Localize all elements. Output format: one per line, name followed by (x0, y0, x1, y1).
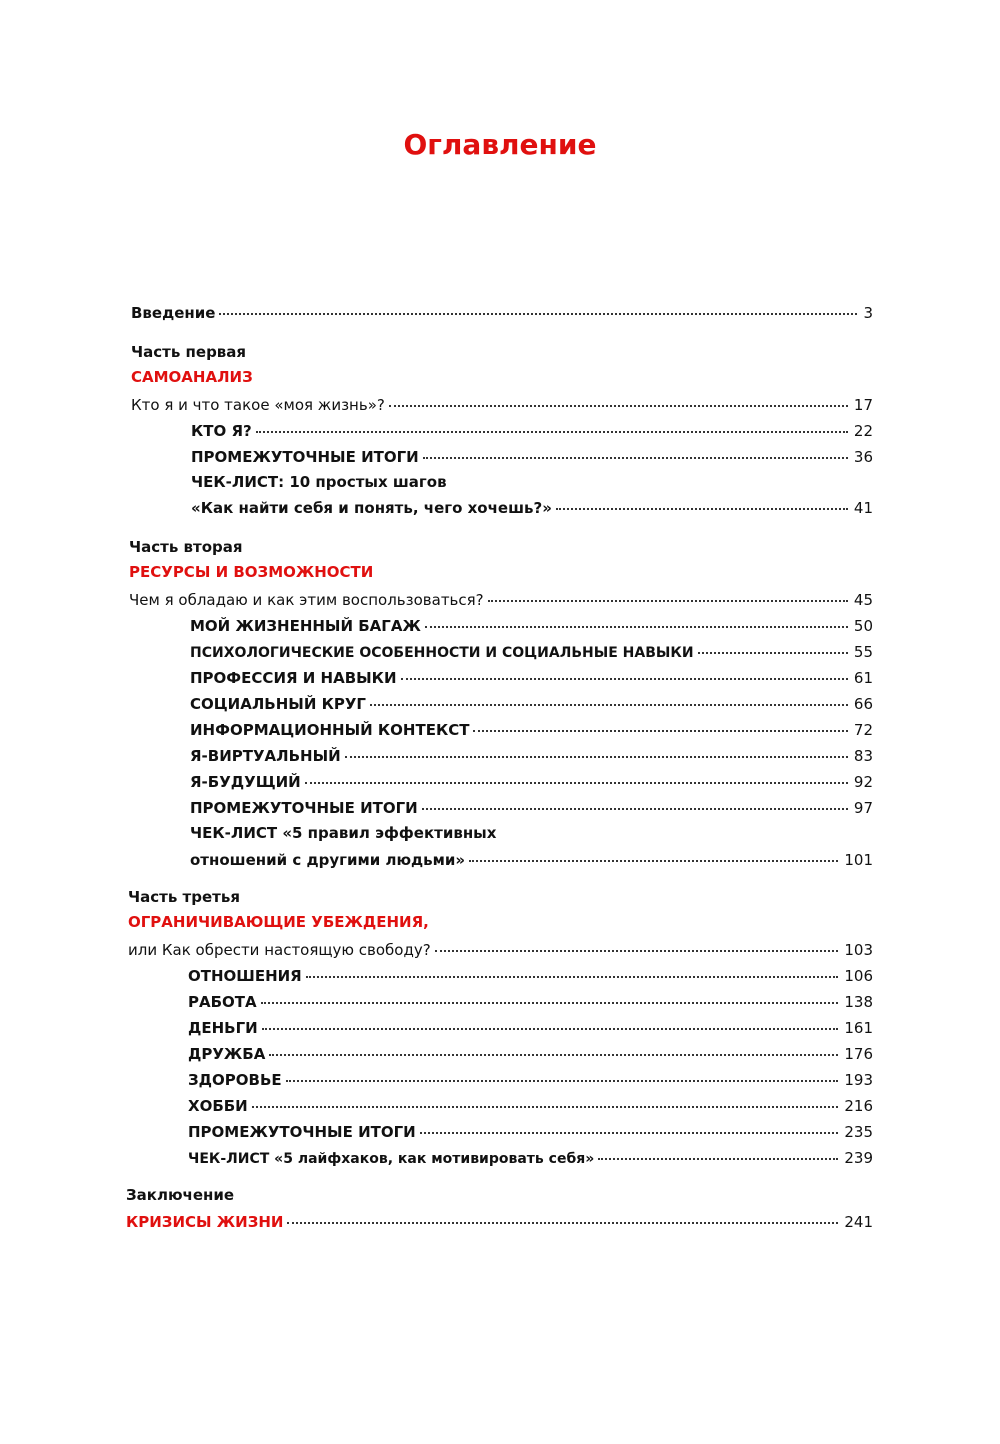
toc-entry-checklist[interactable] (188, 1148, 873, 1169)
toc-entry[interactable] (188, 1096, 873, 1116)
toc-entry-conclusion[interactable] (126, 1212, 873, 1232)
toc-entry[interactable] (129, 590, 873, 610)
dot-leader (287, 1221, 838, 1224)
dot-leader (256, 430, 848, 433)
toc-entry[interactable] (188, 1122, 873, 1142)
toc-entry-label: ХОББИ (188, 1097, 248, 1115)
toc-page-number: 241 (844, 1213, 873, 1231)
dot-leader (269, 1053, 838, 1056)
toc-entry-label: ПРОМЕЖУТОЧНЫЕ ИТОГИ (190, 799, 418, 817)
dot-leader (556, 507, 848, 510)
part-label: Заключение (126, 1186, 235, 1204)
dot-leader (469, 859, 838, 862)
toc-page-number: 161 (844, 1019, 873, 1037)
toc-page-number: 193 (844, 1071, 873, 1089)
dot-leader (389, 404, 848, 407)
dot-leader (286, 1079, 839, 1082)
toc-page-number: 216 (844, 1097, 873, 1115)
dot-leader (370, 703, 848, 706)
toc-page-number: 72 (853, 721, 873, 739)
toc-entry[interactable] (131, 395, 873, 415)
toc-entry[interactable] (190, 746, 873, 766)
toc-entry[interactable] (190, 720, 873, 740)
toc-page-number: 61 (853, 669, 873, 687)
toc-entry[interactable] (191, 421, 873, 441)
toc-entry-label: КТО Я? (191, 422, 252, 440)
toc-entry-label: ПРОМЕЖУТОЧНЫЕ ИТОГИ (188, 1123, 416, 1141)
toc-entry-label: Кто я и что такое «моя жизнь»? (131, 396, 385, 414)
dot-leader (435, 949, 839, 952)
toc-entry[interactable] (188, 1044, 873, 1064)
dot-leader (422, 807, 848, 810)
toc-entry-label: ЗДОРОВЬЕ (188, 1071, 282, 1089)
toc-page-number: 55 (853, 643, 873, 661)
toc-entry-label: Введение (131, 304, 216, 322)
toc-page-number: 176 (844, 1045, 873, 1063)
toc-entry-label: отношений с другими людьми» (190, 851, 466, 869)
part-title: ОГРАНИЧИВАЮЩИЕ УБЕЖДЕНИЯ, (128, 913, 429, 931)
toc-entry[interactable] (190, 616, 873, 636)
toc-entry-label: СОЦИАЛЬНЫЙ КРУГ (190, 695, 366, 713)
toc-page-number: 3 (863, 304, 873, 322)
toc-entry-label: ЧЕК-ЛИСТ «5 лайфхаков, как мотивировать себя» (188, 1151, 595, 1167)
toc-page-number: 22 (853, 422, 873, 440)
toc-entry[interactable] (188, 1070, 873, 1090)
dot-leader (262, 1027, 839, 1030)
toc-entry-label: ДЕНЬГИ (188, 1019, 258, 1037)
toc-entry[interactable] (190, 772, 873, 792)
checklist-title-line: ЧЕК-ЛИСТ «5 правил эффективных (190, 824, 497, 842)
dot-leader (423, 456, 848, 459)
part-label: Часть первая (131, 343, 247, 361)
toc-entry-label: «Как найти себя и понять, чего хочешь?» (191, 499, 552, 517)
toc-entry[interactable] (188, 992, 873, 1012)
toc-page-number: 103 (844, 941, 873, 959)
toc-entry[interactable] (188, 966, 873, 986)
toc-entry-label: Чем я обладаю и как этим воспользоваться? (129, 591, 484, 609)
toc-page-number: 239 (844, 1149, 873, 1167)
toc-entry[interactable] (191, 447, 873, 467)
toc-entry[interactable] (190, 694, 873, 714)
toc-page-number: 101 (844, 851, 873, 869)
toc-page-number: 17 (853, 396, 873, 414)
part-title: РЕСУРСЫ И ВОЗМОЖНОСТИ (129, 563, 374, 581)
toc-page-number: 66 (853, 695, 873, 713)
toc-page-number: 50 (853, 617, 873, 635)
page-title: Оглавление (403, 128, 597, 161)
dot-leader (401, 677, 848, 680)
toc-entry-label: или Как обрести настоящую свободу? (128, 941, 431, 959)
toc-entry-intro[interactable] (131, 303, 873, 323)
toc-entry-label: КРИЗИСЫ ЖИЗНИ (126, 1213, 284, 1231)
toc-entry-label: Я-ВИРТУАЛЬНЫЙ (190, 747, 341, 765)
dot-leader (345, 755, 848, 758)
toc-entry[interactable] (190, 642, 873, 663)
dot-leader (420, 1131, 839, 1134)
dot-leader (698, 651, 848, 654)
toc-entry-label: ПРОМЕЖУТОЧНЫЕ ИТОГИ (191, 448, 419, 466)
dot-leader (425, 625, 848, 628)
toc-entry[interactable] (190, 798, 873, 818)
part-title: САМОАНАЛИЗ (131, 368, 253, 386)
dot-leader (598, 1157, 838, 1160)
toc-entry-label: ПСИХОЛОГИЧЕСКИЕ ОСОБЕННОСТИ И СОЦИАЛЬНЫЕ НАВЫКИ (190, 645, 694, 661)
toc-page-number: 97 (853, 799, 873, 817)
toc-page-number: 92 (853, 773, 873, 791)
toc-page-number: 235 (844, 1123, 873, 1141)
toc-entry-label: Я-БУДУЩИЙ (190, 773, 301, 791)
toc-page-number: 106 (844, 967, 873, 985)
dot-leader (488, 599, 848, 602)
toc-entry-checklist[interactable] (191, 498, 873, 518)
dot-leader (261, 1001, 839, 1004)
toc-page-number: 138 (844, 993, 873, 1011)
toc-page-number: 83 (853, 747, 873, 765)
dot-leader (219, 312, 857, 315)
toc-page-number: 45 (853, 591, 873, 609)
toc-page-number: 36 (853, 448, 873, 466)
dot-leader (305, 781, 848, 784)
part-label: Часть третья (128, 888, 240, 906)
dot-leader (252, 1105, 839, 1108)
part-label: Часть вторая (129, 538, 243, 556)
toc-entry[interactable] (188, 1018, 873, 1038)
toc-entry[interactable] (128, 940, 873, 960)
checklist-title-line: ЧЕК-ЛИСТ: 10 простых шагов (191, 473, 447, 491)
toc-entry-label: РАБОТА (188, 993, 257, 1011)
toc-entry-checklist[interactable] (190, 850, 873, 870)
dot-leader (473, 729, 847, 732)
toc-entry[interactable] (190, 668, 873, 688)
toc-entry-label: ОТНОШЕНИЯ (188, 967, 302, 985)
toc-page-number: 41 (853, 499, 873, 517)
dot-leader (306, 975, 839, 978)
toc-entry-label: ИНФОРМАЦИОННЫЙ КОНТЕКСТ (190, 721, 470, 739)
toc-entry-label: ПРОФЕССИЯ И НАВЫКИ (190, 669, 397, 687)
toc-entry-label: ДРУЖБА (188, 1045, 266, 1063)
toc-entry-label: МОЙ ЖИЗНЕННЫЙ БАГАЖ (190, 617, 421, 635)
